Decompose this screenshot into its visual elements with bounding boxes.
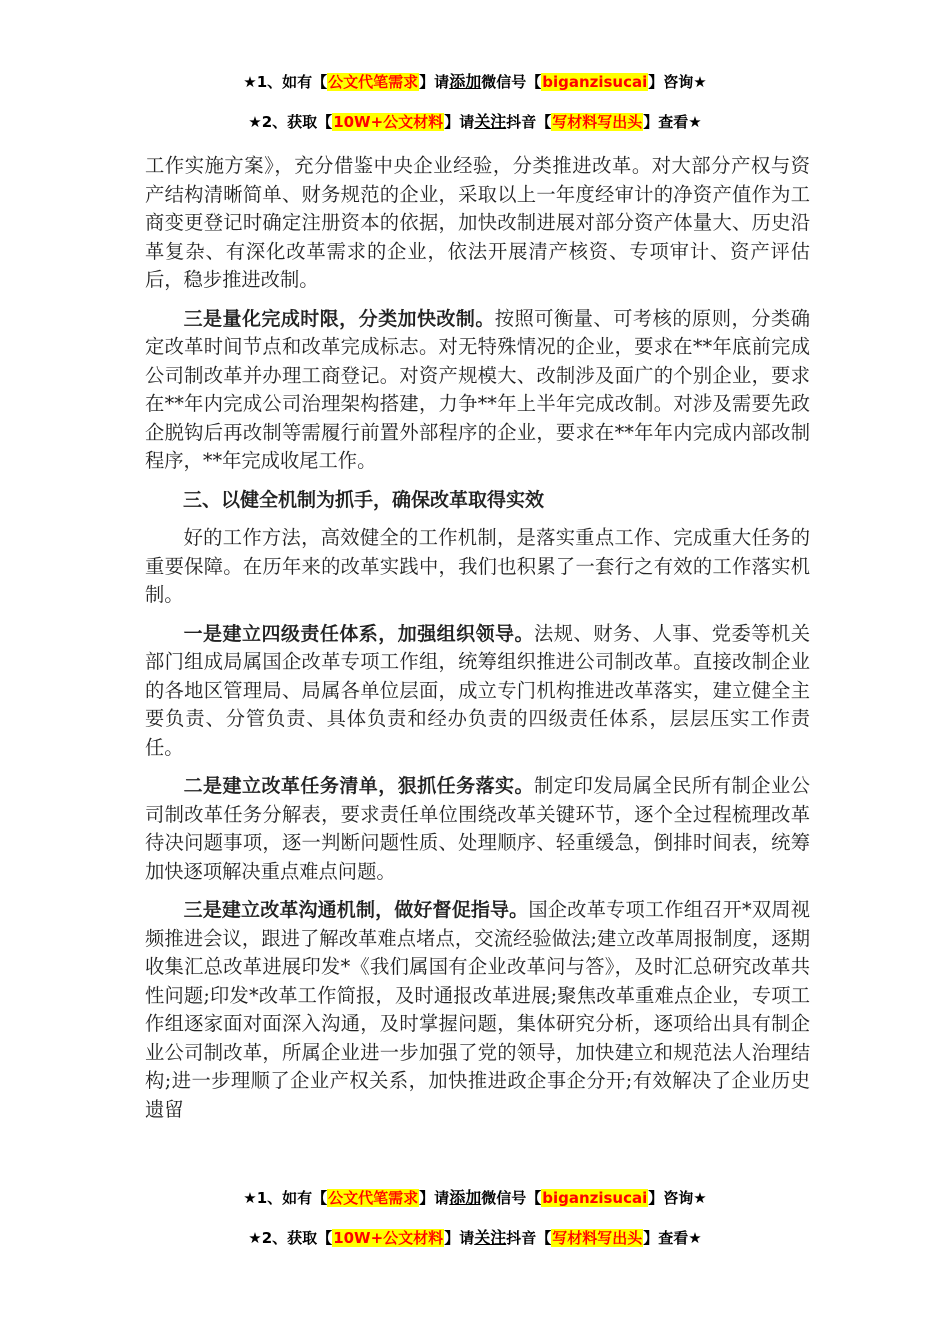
- paragraph-6: [145, 896, 810, 1124]
- document-body: [145, 152, 810, 1134]
- paragraph-6-text: 国企改革专项工作组召开*双周视频推进会议，跟进了解改革难点堵点，交流经验做法;建立改革周报制度，逐期收集汇总改革进展印发*《我们属国有企业改革问与答》，及时汇总研究改革共性问题;印发*改革工作简报，及时通报改革进展;聚焦改革重难点企业，专项工作组逐家面对面深入沟通，及时掌握问题，集体研究分析，逐项给出具有制企业公司制改革，所属企业进一步加强了党的领导，加快建立和规范法人治理结构;进一步理顺了企业产权关系，加快推进政企事企分开;有效解决了企业历史遗留: [145, 898, 810, 1121]
- paragraph-2-text: 按照可衡量、可考核的原则，分类确定改革时间节点和改革完成标志。对无特殊情况的企业，要求在**年底前完成公司制改革并办理工商登记。对资产规模大、改制涉及面广的个别企业，要求在**年内完成公司治理架构搭建，力争**年上半年完成改制。对涉及需要先政企脱钩后再改制等需履行前置外部程序的企业，要求在**年年内完成内部改制程序，**年完成收尾工作。: [145, 306, 810, 472]
- footer-line-2-highlight-1: 10W+公文材料: [333, 1229, 444, 1247]
- header-line-2-suffix: 】查看★: [643, 113, 702, 131]
- header-line-2-underlined: 关注: [474, 112, 507, 131]
- header-line-1-suffix: 】咨询★: [648, 73, 707, 91]
- footer-line-2-mid-1: 】请: [444, 1229, 475, 1247]
- footer-line-1-highlight-2: biganzisucai: [542, 1189, 648, 1207]
- footer-line-1-highlight-1: 公文代笔需求: [328, 1189, 419, 1207]
- paragraph-5-text: 制定印发局属全民所有制企业公司制改革任务分解表，要求责任单位围绕改革关键环节，逐个全过程梳理改革待决问题事项，逐一判断问题性质、处理顺序、轻重缓急，倒排时间表，统筹加快逐项解决重点难点问题。: [145, 774, 810, 883]
- paragraph-5: [145, 772, 810, 886]
- paragraph-2: [145, 305, 810, 476]
- footer-line-1-mid-2: 微信号【: [481, 1189, 542, 1207]
- header-line-1-prefix: ★1、如有【: [243, 73, 328, 91]
- header-line-1-highlight-1: 公文代笔需求: [328, 73, 419, 91]
- paragraph-4-lead: 一是建立四级责任体系，加强组织领导。: [183, 622, 534, 645]
- footer-line-2-prefix: ★2、获取【: [248, 1229, 333, 1247]
- paragraph-4-text: 法规、财务、人事、党委等机关部门组成局属国企改革专项工作组，统筹组织推进公司制改革。直接改制企业的各地区管理局、局属各单位层面，成立专门机构推进改革落实，建立健全主要负责、分管负责、具体负责和经办负责的四级责任体系，层层压实工作责任。: [145, 621, 810, 759]
- header-line-2-highlight-2: 写材料写出头: [552, 113, 643, 131]
- header-line-1: [0, 72, 950, 92]
- paragraph-3: 好的工作方法，高效健全的工作机制，是落实重点工作、完成重大任务的重要保障。在历年来的改革实践中，我们也积累了一套行之有效的工作落实机制。: [145, 526, 810, 606]
- header-line-2-highlight-1: 10W+公文材料: [333, 113, 444, 131]
- header-line-1-underlined: 添加: [449, 72, 482, 91]
- header-line-1-highlight-2: biganzisucai: [542, 73, 648, 91]
- footer-line-2-mid-2: 抖音【: [506, 1229, 552, 1247]
- paragraph-1: 工作实施方案》，充分借鉴中央企业经验，分类推进改革。对大部分产权与资产结构清晰简单、财务规范的企业，采取以上一年度经审计的净资产值作为工商变更登记时确定注册资本的依据，加快改制进展对部分资产体量大、历史沿革复杂、有深化改革需求的企业，依法开展清产核资、专项审计、资产评估后，稳步推进改制。: [145, 154, 810, 291]
- footer-line-2: [0, 1228, 950, 1248]
- footer-line-1-mid-1: 】请: [419, 1189, 450, 1207]
- header-line-1-mid-2: 微信号【: [481, 73, 542, 91]
- header-line-2: [0, 112, 950, 132]
- paragraph-5-lead: 二是建立改革任务清单，狠抓任务落实。: [183, 775, 534, 797]
- footer-line-1-suffix: 】咨询★: [648, 1189, 707, 1207]
- header-line-2-mid-1: 】请: [444, 113, 475, 131]
- footer-line-1-prefix: ★1、如有【: [243, 1189, 328, 1207]
- footer-line-2-underlined: 关注: [474, 1228, 507, 1247]
- footer-line-2-highlight-2: 写材料写出头: [552, 1229, 643, 1247]
- footer-line-1: [0, 1188, 950, 1208]
- header-line-2-mid-2: 抖音【: [506, 113, 552, 131]
- paragraph-4: [145, 620, 810, 763]
- section-heading-3: 三、以健全机制为抓手，确保改革取得实效: [183, 488, 545, 511]
- footer-line-1-underlined: 添加: [449, 1188, 482, 1207]
- paragraph-6-lead: 三是建立改革沟通机制，做好督促指导。: [183, 899, 529, 921]
- paragraph-2-lead: 三是量化完成时限，分类加快改制。: [183, 307, 495, 330]
- footer-line-2-suffix: 】查看★: [643, 1229, 702, 1247]
- header-line-2-prefix: ★2、获取【: [248, 113, 333, 131]
- header-line-1-mid-1: 】请: [419, 73, 450, 91]
